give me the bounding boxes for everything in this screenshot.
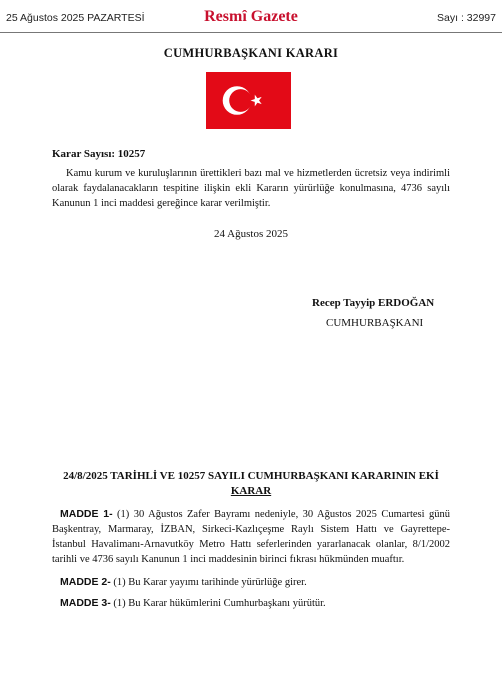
article-1-label: MADDE 1- <box>60 508 113 520</box>
decision-body-text: Kamu kurum ve kuruluşlarının ürettikleri bazı mal ve hizmetlerden ücretsiz veya indirimli olarak faydalanacakların tespitine ilişkin ekli Kararın yürürlüğe konulmasına, 4736 sayılı Kanunun 1 inci maddesi gereğince karar verilmiştir. <box>52 168 450 209</box>
article-3-label: MADDE 3- <box>60 597 111 609</box>
decision-heading: CUMHURBAŞKANI KARARI <box>163 46 339 60</box>
header-divider <box>0 32 502 33</box>
annex-title-line1: 24/8/2025 TARİHLİ VE 10257 SAYILI CUMHURBAŞKANI KARARININ EKİ <box>63 470 439 482</box>
article-3-text: (1) Bu Karar hükümlerini Cumhurbaşkanı yürütür. <box>110 598 326 609</box>
article-2 <box>52 575 450 590</box>
article-2-label: MADDE 2- <box>60 576 111 588</box>
signatory-title: CUMHURBAŞKANI <box>326 317 424 329</box>
gazette-title: Resmî Gazete <box>204 8 298 25</box>
article-1 <box>52 507 450 567</box>
decision-number: Karar Sayısı: 10257 <box>52 148 146 160</box>
annex-title-line2: KARAR <box>230 485 272 497</box>
issue-number: Sayı : 32997 <box>437 12 496 24</box>
decision-date: 24 Ağustos 2025 <box>214 228 288 240</box>
article-1-text: (1) 30 Ağustos Zafer Bayramı nedeniyle, 30 Ağustos 2025 Cumartesi günü Başkentray, Marmaray, İZBAN, Sirkeci-Kazlıçeşme Raylı Sistem Hattı ve Gayrettepe-İstanbul Havalimanı-Arnavutköy Metro Hattı seferlerinden yararlanacak olanlar, 8/1/2002 tarihli ve 4736 sayılı Kanunun 1 inci maddesinin birinci fıkrası hükmünden muaftır. <box>52 509 450 565</box>
article-2-text: (1) Bu Karar yayımı tarihinde yürürlüğe girer. <box>110 577 307 588</box>
article-3 <box>52 596 450 611</box>
signatory-name: Recep Tayyip ERDOĞAN <box>312 297 435 309</box>
decision-body <box>52 166 450 211</box>
header-date: 25 Ağustos 2025 PAZARTESİ <box>6 12 145 24</box>
annex-title <box>40 469 462 499</box>
turkish-flag-icon <box>206 72 291 129</box>
